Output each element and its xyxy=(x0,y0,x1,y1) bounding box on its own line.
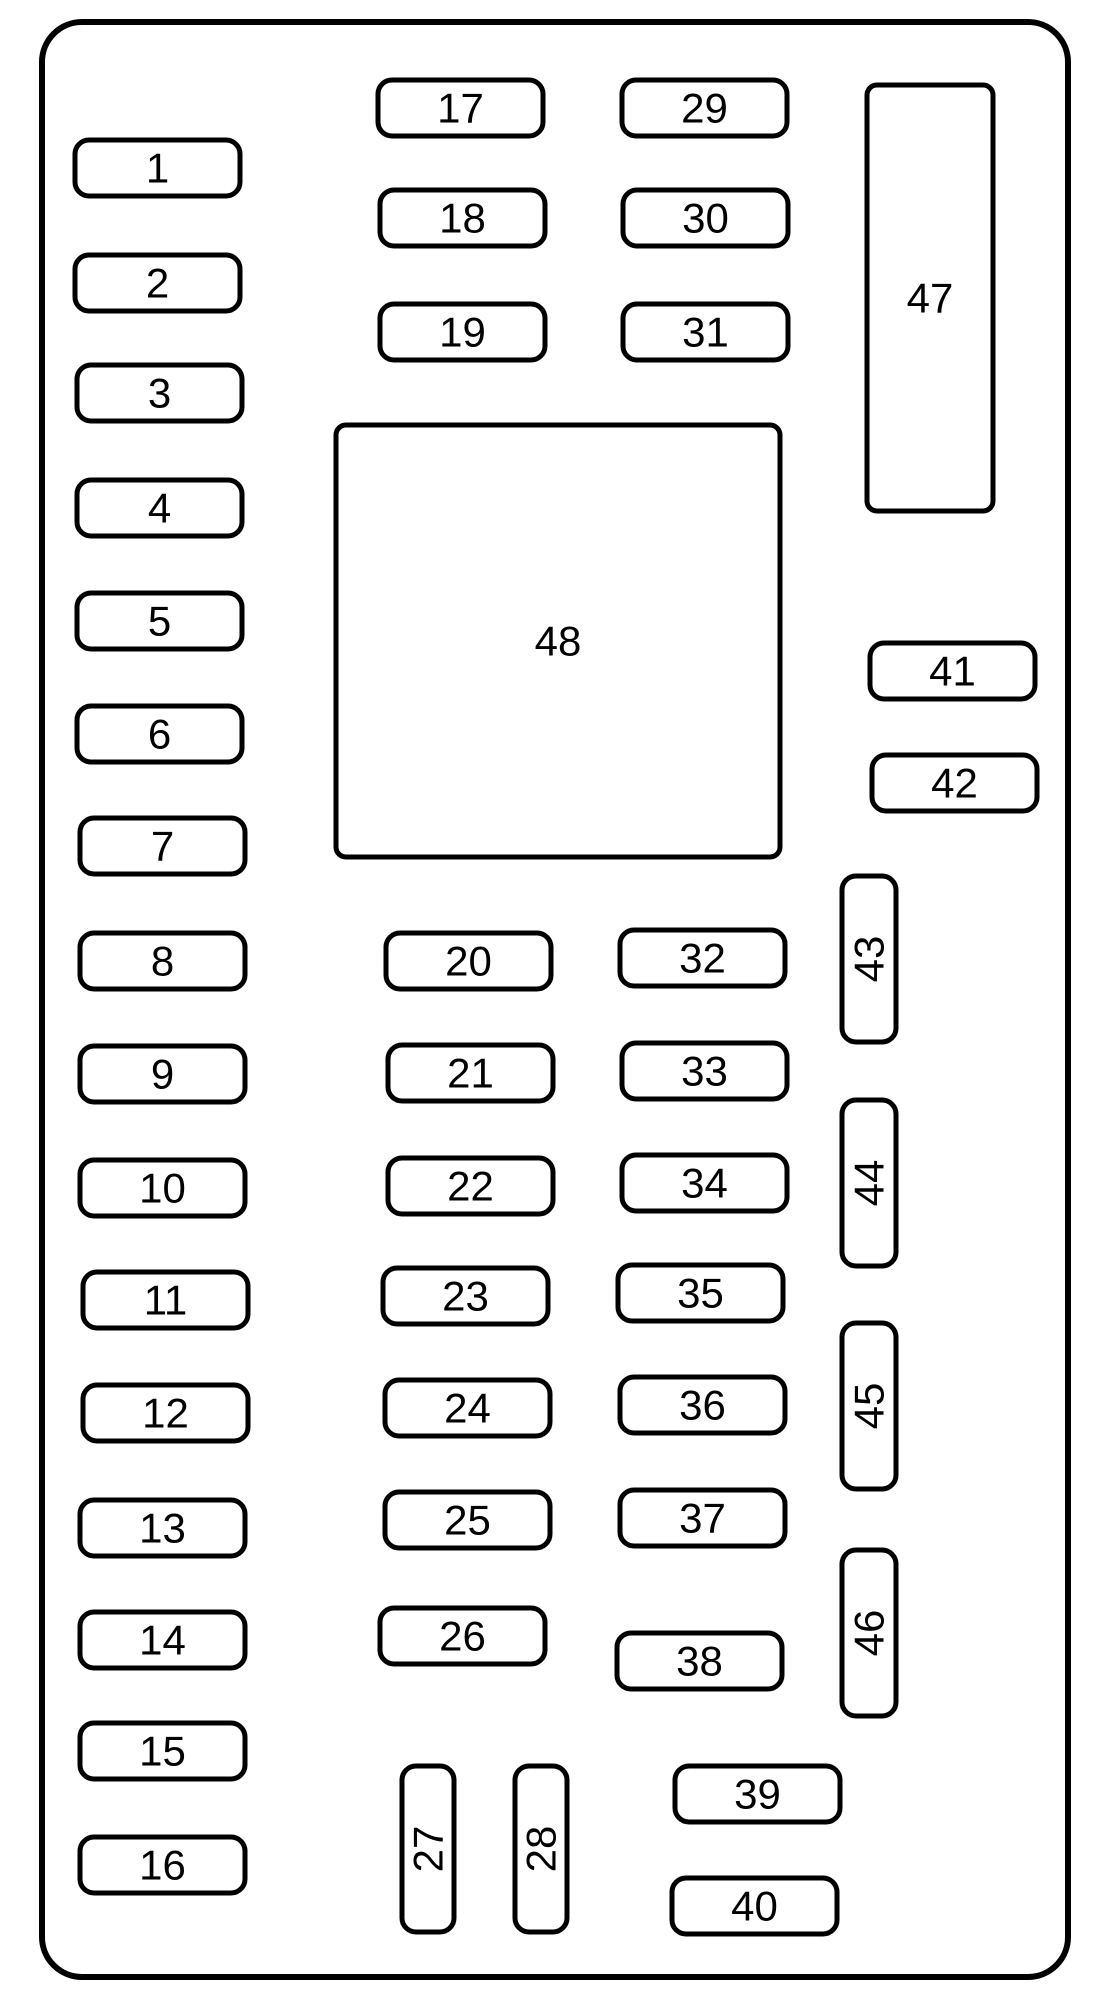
fuse-39 xyxy=(675,1766,840,1822)
fuse-16-label: 16 xyxy=(139,1841,186,1889)
fuse-1-label: 1 xyxy=(145,144,170,192)
fuse-7 xyxy=(80,818,245,874)
fuse-46 xyxy=(842,1550,896,1716)
fuse-22-label: 22 xyxy=(447,1162,494,1210)
fuse-44-label: 44 xyxy=(845,1159,893,1207)
fuse-5-label: 5 xyxy=(147,597,172,645)
fuse-37 xyxy=(620,1490,785,1546)
fuse-36 xyxy=(620,1377,785,1433)
fuse-46-label: 46 xyxy=(845,1609,893,1657)
fuse-5 xyxy=(77,593,242,649)
fuse-29-label: 29 xyxy=(681,84,728,132)
fuse-10 xyxy=(80,1160,245,1216)
fuse-47-label: 47 xyxy=(906,274,954,322)
fuse-1 xyxy=(75,140,240,196)
fuse-4-label: 4 xyxy=(147,484,172,532)
fuse-42 xyxy=(872,755,1037,811)
fuse-21 xyxy=(388,1045,553,1101)
fuse-12 xyxy=(83,1385,248,1441)
fuse-11-label: 11 xyxy=(143,1276,188,1324)
fuse-30-label: 30 xyxy=(682,194,729,242)
fuse-6 xyxy=(77,706,242,762)
fuse-26 xyxy=(380,1608,545,1664)
fuse-3 xyxy=(77,365,242,421)
fuse-18 xyxy=(380,190,545,246)
fuse-17 xyxy=(378,80,543,136)
fuse-35 xyxy=(618,1265,783,1321)
fuse-12-label: 12 xyxy=(142,1389,189,1437)
fuse-20 xyxy=(386,933,551,989)
fuse-34-label: 34 xyxy=(681,1159,728,1207)
fuse-8 xyxy=(80,933,245,989)
fuse-40-label: 40 xyxy=(731,1882,778,1930)
fuse-45-label: 45 xyxy=(845,1382,893,1430)
fuse-40 xyxy=(672,1878,837,1934)
fuse-27 xyxy=(402,1766,454,1932)
fuse-16 xyxy=(80,1837,245,1893)
fuse-26-label: 26 xyxy=(439,1612,486,1660)
fuse-48 xyxy=(336,425,780,857)
fuse-41-label: 41 xyxy=(929,647,976,695)
fuse-47 xyxy=(867,85,993,511)
fuse-37-label: 37 xyxy=(679,1494,726,1542)
fuse-31-label: 31 xyxy=(682,308,729,356)
fuse-14-label: 14 xyxy=(139,1616,186,1664)
fuse-15-label: 15 xyxy=(139,1727,186,1775)
fuse-17-label: 17 xyxy=(437,84,484,132)
fuse-4 xyxy=(77,480,242,536)
fuse-3-label: 3 xyxy=(147,369,172,417)
fuse-30 xyxy=(623,190,788,246)
fuse-28-label: 28 xyxy=(517,1825,565,1873)
fuse-28 xyxy=(515,1766,567,1932)
fuse-43-label: 43 xyxy=(845,935,893,983)
fuse-14 xyxy=(80,1612,245,1668)
fuse-2-label: 2 xyxy=(145,259,170,307)
fuse-15 xyxy=(80,1723,245,1779)
fuse-42-label: 42 xyxy=(931,759,978,807)
fuse-38 xyxy=(617,1633,782,1689)
fuse-29 xyxy=(622,80,787,136)
fuse-32-label: 32 xyxy=(679,934,726,982)
fuse-44 xyxy=(842,1100,896,1266)
fuse-27-label: 27 xyxy=(404,1825,452,1873)
fuse-19-label: 19 xyxy=(439,308,486,356)
fuse-11 xyxy=(83,1272,248,1328)
fuse-41 xyxy=(870,643,1035,699)
fuse-20-label: 20 xyxy=(445,937,492,985)
fuse-43 xyxy=(842,876,896,1042)
fuse-10-label: 10 xyxy=(139,1164,186,1212)
fuse-25 xyxy=(385,1492,550,1548)
fuse-48-label: 48 xyxy=(534,617,582,665)
fuse-21-label: 21 xyxy=(447,1049,494,1097)
fuse-31 xyxy=(623,304,788,360)
fuse-45 xyxy=(842,1323,896,1489)
fuse-23 xyxy=(383,1268,548,1324)
fuse-2 xyxy=(75,255,240,311)
fuse-9 xyxy=(80,1046,245,1102)
fuse-25-label: 25 xyxy=(444,1496,491,1544)
fuse-24-label: 24 xyxy=(444,1384,491,1432)
fuse-7-label: 7 xyxy=(150,822,175,870)
fuse-13-label: 13 xyxy=(139,1504,186,1552)
fuse-38-label: 38 xyxy=(676,1637,723,1685)
fuse-18-label: 18 xyxy=(439,194,486,242)
fuse-9-label: 9 xyxy=(150,1050,175,1098)
fuse-6-label: 6 xyxy=(147,710,172,758)
fuse-34 xyxy=(622,1155,787,1211)
fuse-32 xyxy=(620,930,785,986)
fuse-35-label: 35 xyxy=(677,1269,724,1317)
fuse-8-label: 8 xyxy=(150,937,175,985)
fuse-13 xyxy=(80,1500,245,1556)
fuse-33 xyxy=(622,1043,787,1099)
fuse-22 xyxy=(388,1158,553,1214)
fuse-33-label: 33 xyxy=(681,1047,728,1095)
fuse-36-label: 36 xyxy=(679,1381,726,1429)
fuse-23-label: 23 xyxy=(442,1272,489,1320)
fuse-39-label: 39 xyxy=(734,1770,781,1818)
fuse-19 xyxy=(380,304,545,360)
fuse-24 xyxy=(385,1380,550,1436)
